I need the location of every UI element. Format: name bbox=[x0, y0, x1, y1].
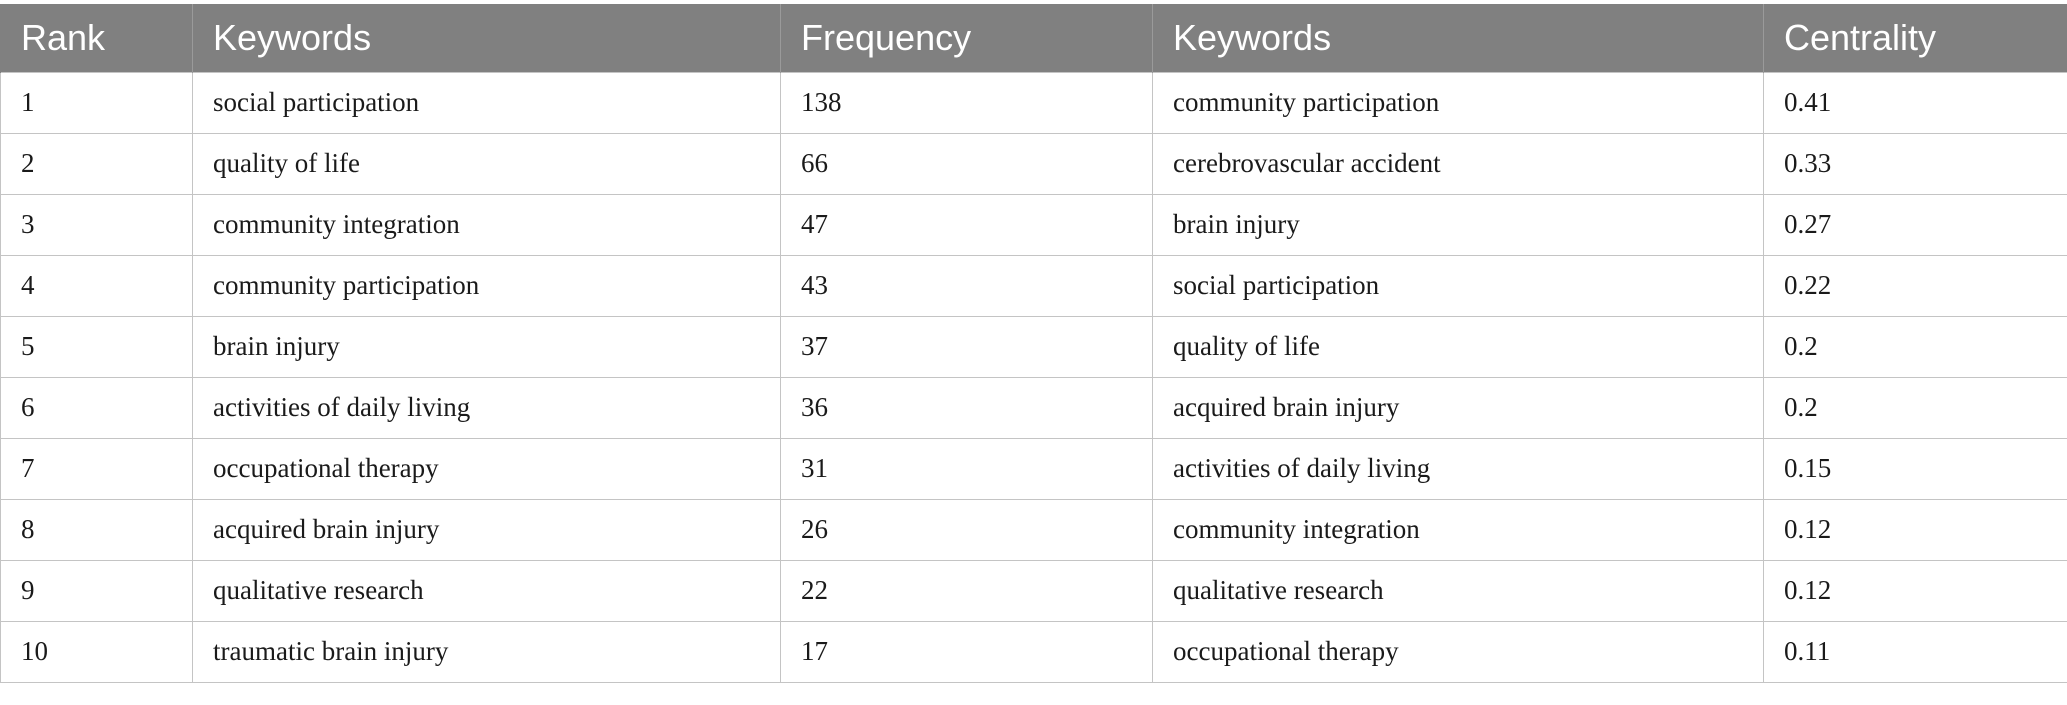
header-keywords-centrality: Keywords bbox=[1153, 4, 1764, 72]
cell-keyword-centrality: brain injury bbox=[1153, 194, 1764, 255]
table-row bbox=[1, 133, 2067, 194]
cell-centrality: 0.2 bbox=[1764, 316, 2067, 377]
cell-keyword-centrality: social participation bbox=[1153, 255, 1764, 316]
cell-rank: 6 bbox=[1, 377, 193, 438]
cell-keyword-centrality: acquired brain injury bbox=[1153, 377, 1764, 438]
cell-keyword-frequency: occupational therapy bbox=[193, 438, 781, 499]
cell-rank: 1 bbox=[1, 72, 193, 133]
cell-keyword-frequency: community participation bbox=[193, 255, 781, 316]
table-row bbox=[1, 316, 2067, 377]
cell-rank: 2 bbox=[1, 133, 193, 194]
header-row bbox=[1, 4, 2067, 72]
table-row bbox=[1, 499, 2067, 560]
cell-frequency: 138 bbox=[781, 72, 1153, 133]
cell-frequency: 37 bbox=[781, 316, 1153, 377]
cell-keyword-frequency: community integration bbox=[193, 194, 781, 255]
cell-frequency: 17 bbox=[781, 621, 1153, 682]
cell-frequency: 31 bbox=[781, 438, 1153, 499]
cell-keyword-centrality: community participation bbox=[1153, 72, 1764, 133]
cell-keyword-frequency: social participation bbox=[193, 72, 781, 133]
table-row bbox=[1, 621, 2067, 682]
table-body bbox=[1, 72, 2067, 682]
cell-keyword-centrality: occupational therapy bbox=[1153, 621, 1764, 682]
keyword-table bbox=[0, 4, 2067, 683]
table-row bbox=[1, 438, 2067, 499]
cell-frequency: 36 bbox=[781, 377, 1153, 438]
cell-centrality: 0.27 bbox=[1764, 194, 2067, 255]
cell-frequency: 26 bbox=[781, 499, 1153, 560]
cell-keyword-centrality: cerebrovascular accident bbox=[1153, 133, 1764, 194]
cell-centrality: 0.33 bbox=[1764, 133, 2067, 194]
header-centrality: Centrality bbox=[1764, 4, 2067, 72]
cell-keyword-frequency: traumatic brain injury bbox=[193, 621, 781, 682]
table-row bbox=[1, 72, 2067, 133]
cell-keyword-centrality: quality of life bbox=[1153, 316, 1764, 377]
cell-keyword-frequency: qualitative research bbox=[193, 560, 781, 621]
cell-centrality: 0.12 bbox=[1764, 560, 2067, 621]
cell-rank: 8 bbox=[1, 499, 193, 560]
keyword-table-container bbox=[0, 4, 2067, 683]
header-keywords-frequency: Keywords bbox=[193, 4, 781, 72]
cell-centrality: 0.41 bbox=[1764, 72, 2067, 133]
cell-keyword-frequency: brain injury bbox=[193, 316, 781, 377]
table-row bbox=[1, 377, 2067, 438]
header-frequency: Frequency bbox=[781, 4, 1153, 72]
table-row bbox=[1, 560, 2067, 621]
table-row bbox=[1, 194, 2067, 255]
cell-frequency: 66 bbox=[781, 133, 1153, 194]
cell-rank: 4 bbox=[1, 255, 193, 316]
table-row bbox=[1, 255, 2067, 316]
cell-centrality: 0.11 bbox=[1764, 621, 2067, 682]
cell-keyword-frequency: acquired brain injury bbox=[193, 499, 781, 560]
cell-rank: 9 bbox=[1, 560, 193, 621]
cell-centrality: 0.15 bbox=[1764, 438, 2067, 499]
cell-keyword-centrality: qualitative research bbox=[1153, 560, 1764, 621]
cell-centrality: 0.2 bbox=[1764, 377, 2067, 438]
cell-rank: 3 bbox=[1, 194, 193, 255]
cell-keyword-frequency: quality of life bbox=[193, 133, 781, 194]
cell-frequency: 47 bbox=[781, 194, 1153, 255]
cell-centrality: 0.22 bbox=[1764, 255, 2067, 316]
table-header bbox=[1, 4, 2067, 72]
cell-rank: 5 bbox=[1, 316, 193, 377]
header-rank: Rank bbox=[1, 4, 193, 72]
cell-frequency: 22 bbox=[781, 560, 1153, 621]
cell-frequency: 43 bbox=[781, 255, 1153, 316]
cell-keyword-centrality: community integration bbox=[1153, 499, 1764, 560]
cell-centrality: 0.12 bbox=[1764, 499, 2067, 560]
cell-rank: 10 bbox=[1, 621, 193, 682]
cell-keyword-frequency: activities of daily living bbox=[193, 377, 781, 438]
cell-keyword-centrality: activities of daily living bbox=[1153, 438, 1764, 499]
cell-rank: 7 bbox=[1, 438, 193, 499]
